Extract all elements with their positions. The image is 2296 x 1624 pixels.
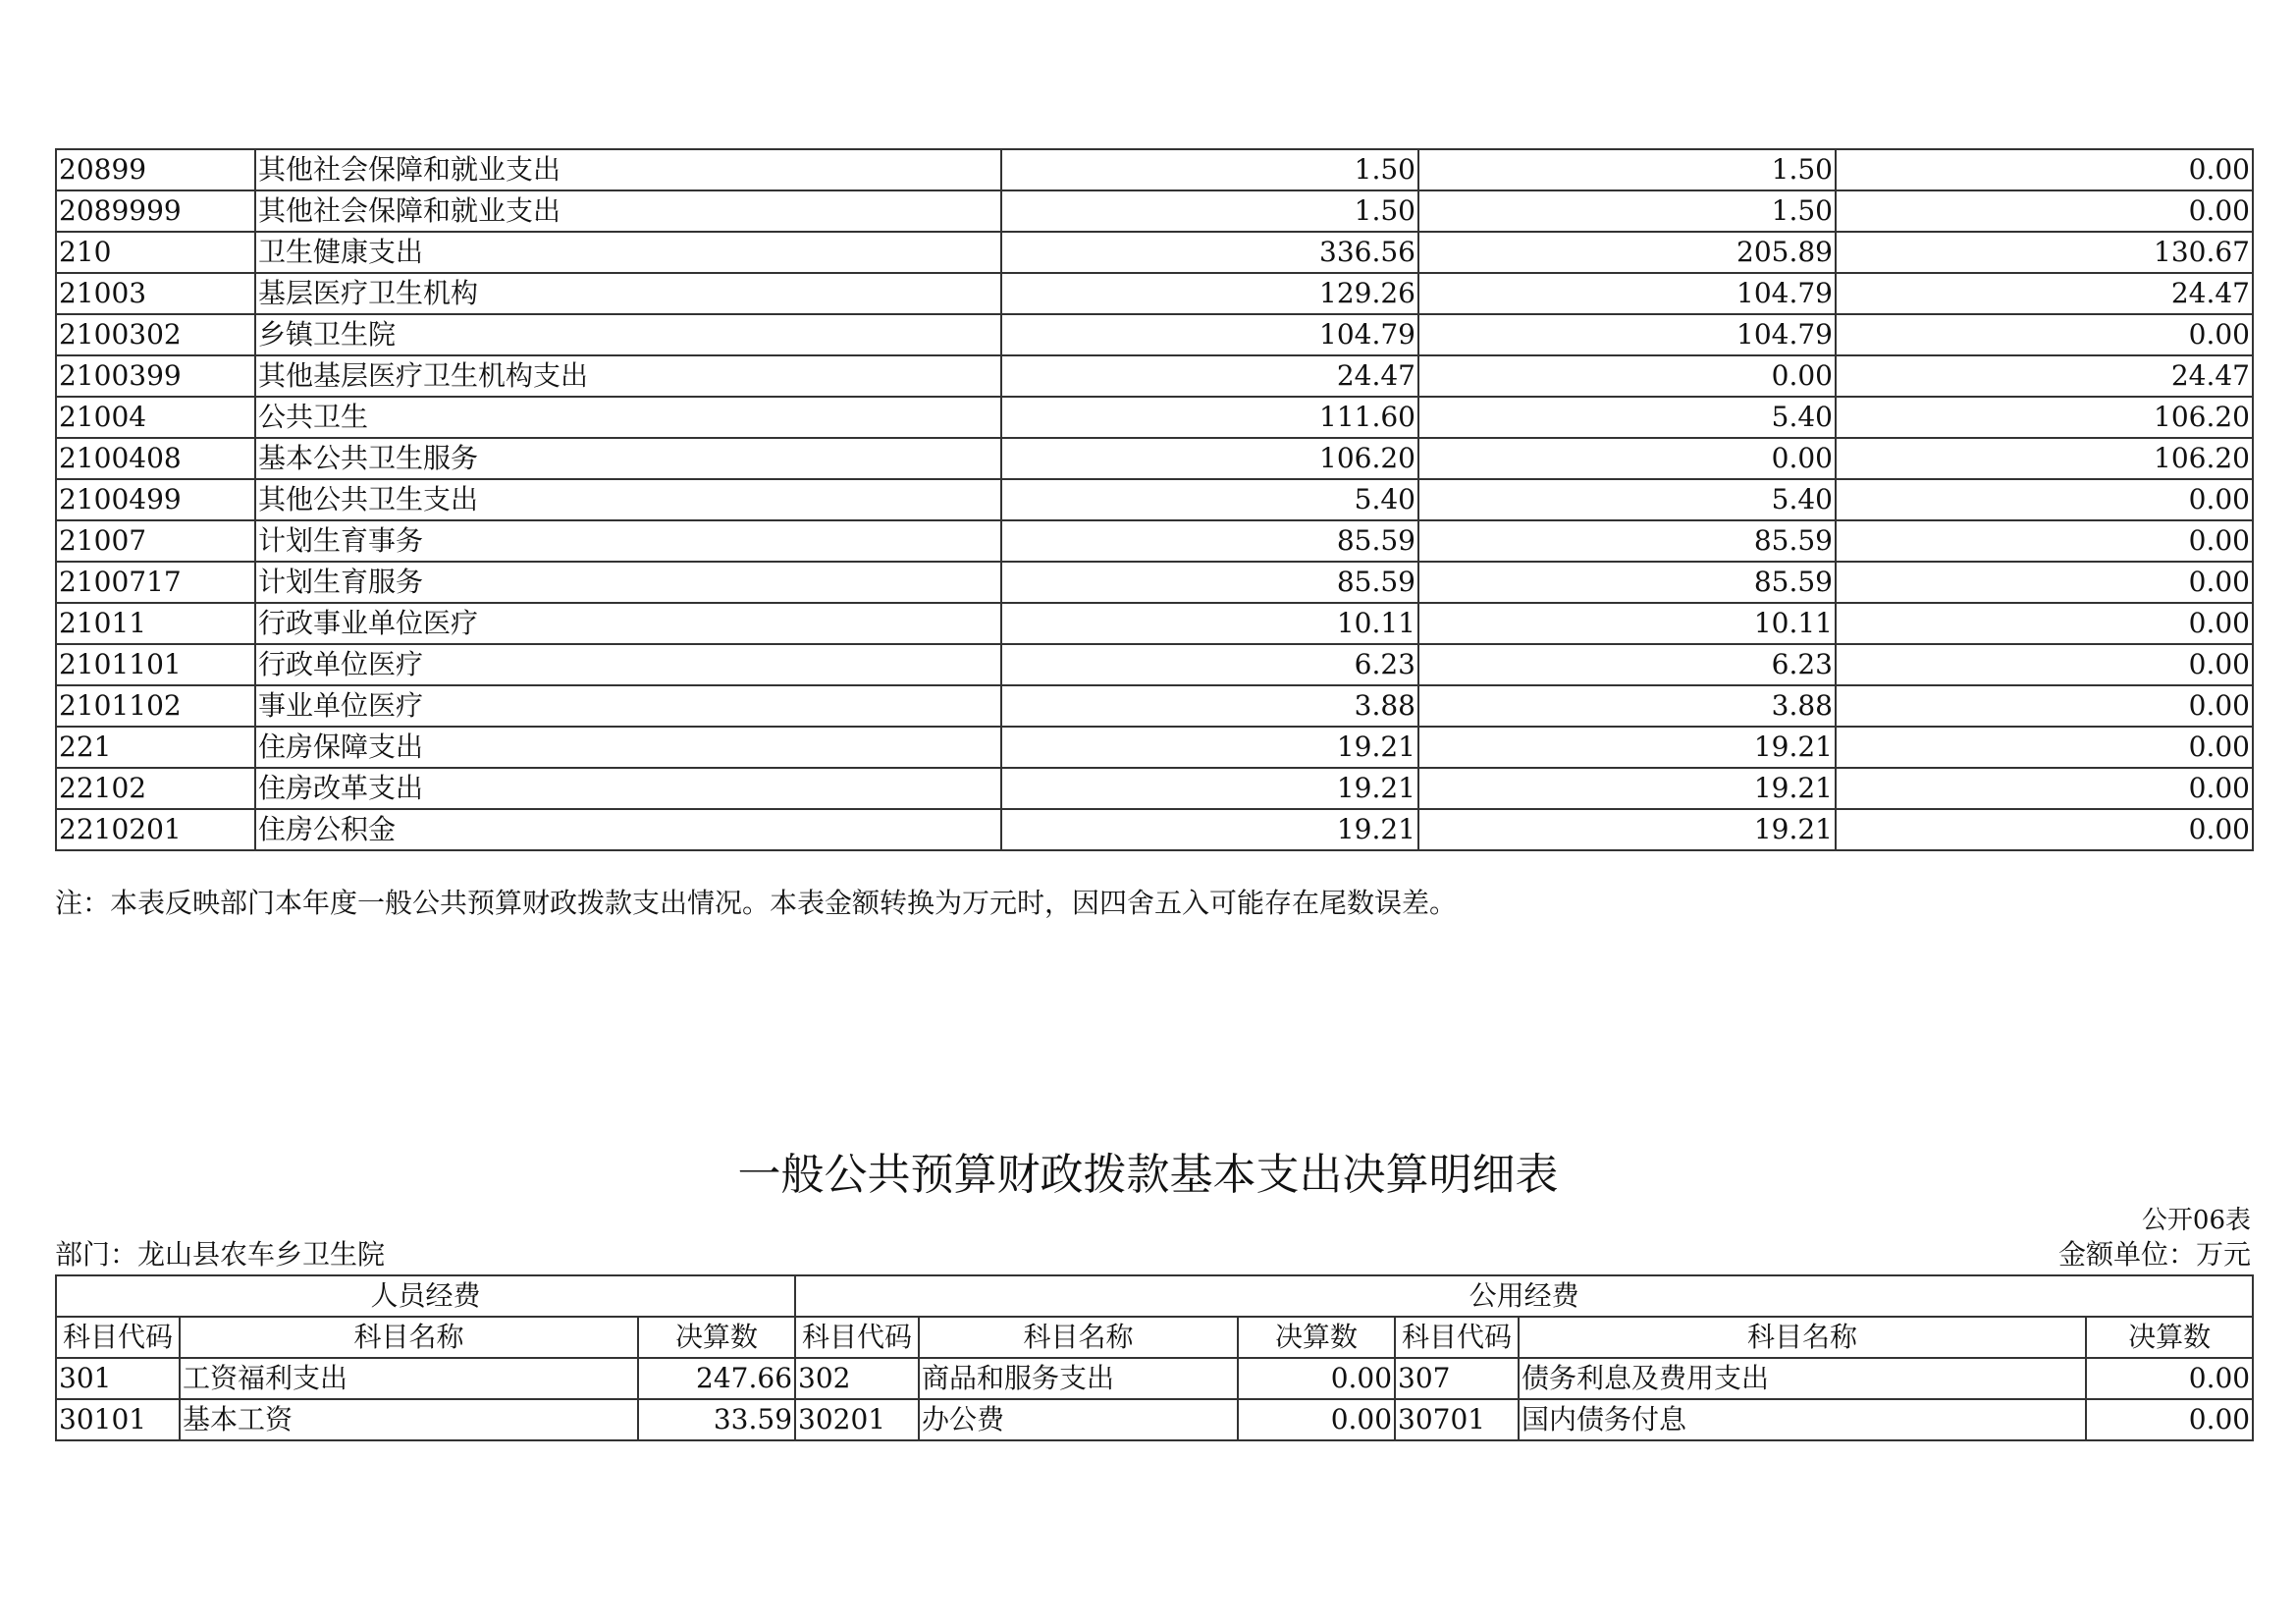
- subject-name-cell: 其他社会保障和就业支出: [255, 149, 1001, 190]
- header-code: 科目代码: [56, 1317, 180, 1358]
- table-row: [56, 397, 2253, 438]
- subject-code-cell: 210: [56, 232, 255, 273]
- table-row: [56, 644, 2253, 685]
- personnel-amount-cell: 33.59: [638, 1399, 795, 1440]
- total-amount-cell: 5.40: [1001, 479, 1418, 520]
- expenditure-table: [55, 148, 2254, 851]
- public-code-cell: 30201: [795, 1399, 919, 1440]
- public-code-cell: 30701: [1395, 1399, 1519, 1440]
- project-expenditure-cell: 0.00: [1836, 644, 2253, 685]
- project-expenditure-cell: 0.00: [1836, 809, 2253, 850]
- project-expenditure-cell: 0.00: [1836, 603, 2253, 644]
- personnel-name-cell: 基本工资: [180, 1399, 638, 1440]
- basic-expenditure-cell: 85.59: [1418, 562, 1836, 603]
- table-row: [56, 603, 2253, 644]
- basic-expenditure-cell: 0.00: [1418, 438, 1836, 479]
- subject-name-cell: 住房改革支出: [255, 768, 1001, 809]
- total-amount-cell: 24.47: [1001, 355, 1418, 397]
- basic-expenditure-cell: 1.50: [1418, 190, 1836, 232]
- table-row: [56, 562, 2253, 603]
- project-expenditure-cell: 24.47: [1836, 273, 2253, 314]
- public-name-cell: 债务利息及费用支出: [1519, 1358, 2086, 1399]
- table-row: [56, 190, 2253, 232]
- header-code: 科目代码: [1395, 1317, 1519, 1358]
- subject-name-cell: 行政单位医疗: [255, 644, 1001, 685]
- subject-code-cell: 2101101: [56, 644, 255, 685]
- public-name-cell: 国内债务付息: [1519, 1399, 2086, 1440]
- total-amount-cell: 19.21: [1001, 768, 1418, 809]
- personnel-name-cell: 工资福利支出: [180, 1358, 638, 1399]
- total-amount-cell: 1.50: [1001, 190, 1418, 232]
- header-amount: 决算数: [1238, 1317, 1395, 1358]
- project-expenditure-cell: 106.20: [1836, 438, 2253, 479]
- basic-expenditure-cell: 104.79: [1418, 314, 1836, 355]
- table-row: [56, 149, 2253, 190]
- total-amount-cell: 3.88: [1001, 685, 1418, 727]
- basic-expenditure-cell: 1.50: [1418, 149, 1836, 190]
- subject-code-cell: 20899: [56, 149, 255, 190]
- table-row: [56, 438, 2253, 479]
- project-expenditure-cell: 24.47: [1836, 355, 2253, 397]
- basic-expenditure-cell: 6.23: [1418, 644, 1836, 685]
- total-amount-cell: 106.20: [1001, 438, 1418, 479]
- header-name: 科目名称: [180, 1317, 638, 1358]
- subject-name-cell: 基本公共卫生服务: [255, 438, 1001, 479]
- subject-name-cell: 住房保障支出: [255, 727, 1001, 768]
- personnel-code-cell: 30101: [56, 1399, 180, 1440]
- project-expenditure-cell: 130.67: [1836, 232, 2253, 273]
- subject-name-cell: 乡镇卫生院: [255, 314, 1001, 355]
- basic-expenditure-detail-table: [55, 1274, 2254, 1441]
- total-amount-cell: 6.23: [1001, 644, 1418, 685]
- personnel-expense-header: 人员经费: [56, 1275, 795, 1317]
- subject-code-cell: 2101102: [56, 685, 255, 727]
- subject-code-cell: 221: [56, 727, 255, 768]
- group-header-row: [56, 1275, 2253, 1317]
- table-row: [56, 685, 2253, 727]
- department-label: 部门：龙山县农车乡卫生院: [55, 1238, 386, 1271]
- public-amount-cell: 0.00: [2086, 1358, 2253, 1399]
- subject-name-cell: 住房公积金: [255, 809, 1001, 850]
- subject-name-cell: 基层医疗卫生机构: [255, 273, 1001, 314]
- subject-code-cell: 22102: [56, 768, 255, 809]
- subject-name-cell: 其他社会保障和就业支出: [255, 190, 1001, 232]
- sheet-number: 公开06表: [2141, 1206, 2251, 1235]
- header-amount: 决算数: [2086, 1317, 2253, 1358]
- header-code: 科目代码: [795, 1317, 919, 1358]
- subject-name-cell: 公共卫生: [255, 397, 1001, 438]
- project-expenditure-cell: 0.00: [1836, 149, 2253, 190]
- subject-name-cell: 事业单位医疗: [255, 685, 1001, 727]
- table-row: [56, 314, 2253, 355]
- table-row: [56, 1399, 2253, 1440]
- subject-name-cell: 行政事业单位医疗: [255, 603, 1001, 644]
- table-row: [56, 727, 2253, 768]
- public-amount-cell: 0.00: [1238, 1399, 1395, 1440]
- table-row: [56, 479, 2253, 520]
- total-amount-cell: 129.26: [1001, 273, 1418, 314]
- table-row: [56, 768, 2253, 809]
- table-row: [56, 520, 2253, 562]
- project-expenditure-cell: 0.00: [1836, 520, 2253, 562]
- subject-name-cell: 计划生育事务: [255, 520, 1001, 562]
- subject-name-cell: 其他基层医疗卫生机构支出: [255, 355, 1001, 397]
- public-name-cell: 商品和服务支出: [919, 1358, 1238, 1399]
- public-code-cell: 302: [795, 1358, 919, 1399]
- project-expenditure-cell: 0.00: [1836, 314, 2253, 355]
- header-name: 科目名称: [1519, 1317, 2086, 1358]
- table-title: 一般公共预算财政拨款基本支出决算明细表: [737, 1150, 1559, 1200]
- subject-code-cell: 2100499: [56, 479, 255, 520]
- detail-table-body: [56, 1358, 2253, 1440]
- project-expenditure-cell: 0.00: [1836, 685, 2253, 727]
- table-row: [56, 232, 2253, 273]
- basic-expenditure-cell: 19.21: [1418, 768, 1836, 809]
- basic-expenditure-cell: 104.79: [1418, 273, 1836, 314]
- total-amount-cell: 10.11: [1001, 603, 1418, 644]
- subject-name-cell: 卫生健康支出: [255, 232, 1001, 273]
- subject-code-cell: 21007: [56, 520, 255, 562]
- amount-unit-label: 金额单位：万元: [2057, 1238, 2251, 1271]
- basic-expenditure-cell: 0.00: [1418, 355, 1836, 397]
- total-amount-cell: 19.21: [1001, 727, 1418, 768]
- basic-expenditure-cell: 85.59: [1418, 520, 1836, 562]
- subject-code-cell: 2100399: [56, 355, 255, 397]
- subject-name-cell: 计划生育服务: [255, 562, 1001, 603]
- basic-expenditure-cell: 5.40: [1418, 479, 1836, 520]
- expenditure-table-body: [56, 149, 2253, 850]
- table-row: [56, 809, 2253, 850]
- project-expenditure-cell: 0.00: [1836, 479, 2253, 520]
- subject-code-cell: 21003: [56, 273, 255, 314]
- total-amount-cell: 111.60: [1001, 397, 1418, 438]
- subject-code-cell: 2100408: [56, 438, 255, 479]
- header-amount: 决算数: [638, 1317, 795, 1358]
- project-expenditure-cell: 106.20: [1836, 397, 2253, 438]
- total-amount-cell: 1.50: [1001, 149, 1418, 190]
- public-code-cell: 307: [1395, 1358, 1519, 1399]
- public-expense-header: 公用经费: [795, 1275, 2253, 1317]
- header-name: 科目名称: [919, 1317, 1238, 1358]
- subject-name-cell: 其他公共卫生支出: [255, 479, 1001, 520]
- subject-code-cell: 21011: [56, 603, 255, 644]
- project-expenditure-cell: 0.00: [1836, 562, 2253, 603]
- subject-code-cell: 2100302: [56, 314, 255, 355]
- total-amount-cell: 85.59: [1001, 562, 1418, 603]
- basic-expenditure-cell: 5.40: [1418, 397, 1836, 438]
- personnel-code-cell: 301: [56, 1358, 180, 1399]
- total-amount-cell: 336.56: [1001, 232, 1418, 273]
- column-header-row: [56, 1317, 2253, 1358]
- project-expenditure-cell: 0.00: [1836, 768, 2253, 809]
- public-amount-cell: 0.00: [2086, 1399, 2253, 1440]
- total-amount-cell: 19.21: [1001, 809, 1418, 850]
- basic-expenditure-cell: 10.11: [1418, 603, 1836, 644]
- total-amount-cell: 85.59: [1001, 520, 1418, 562]
- basic-expenditure-cell: 19.21: [1418, 727, 1836, 768]
- project-expenditure-cell: 0.00: [1836, 727, 2253, 768]
- table-row: [56, 273, 2253, 314]
- subject-code-cell: 2100717: [56, 562, 255, 603]
- total-amount-cell: 104.79: [1001, 314, 1418, 355]
- basic-expenditure-cell: 3.88: [1418, 685, 1836, 727]
- personnel-amount-cell: 247.66: [638, 1358, 795, 1399]
- public-amount-cell: 0.00: [1238, 1358, 1395, 1399]
- basic-expenditure-cell: 205.89: [1418, 232, 1836, 273]
- table-row: [56, 1358, 2253, 1399]
- basic-expenditure-cell: 19.21: [1418, 809, 1836, 850]
- table-note: 注：本表反映部门本年度一般公共预算财政拨款支出情况。本表金额转换为万元时，因四舍五入可能存在尾数误差。: [55, 887, 1458, 919]
- subject-code-cell: 2089999: [56, 190, 255, 232]
- public-name-cell: 办公费: [919, 1399, 1238, 1440]
- project-expenditure-cell: 0.00: [1836, 190, 2253, 232]
- subject-code-cell: 21004: [56, 397, 255, 438]
- table-row: [56, 355, 2253, 397]
- subject-code-cell: 2210201: [56, 809, 255, 850]
